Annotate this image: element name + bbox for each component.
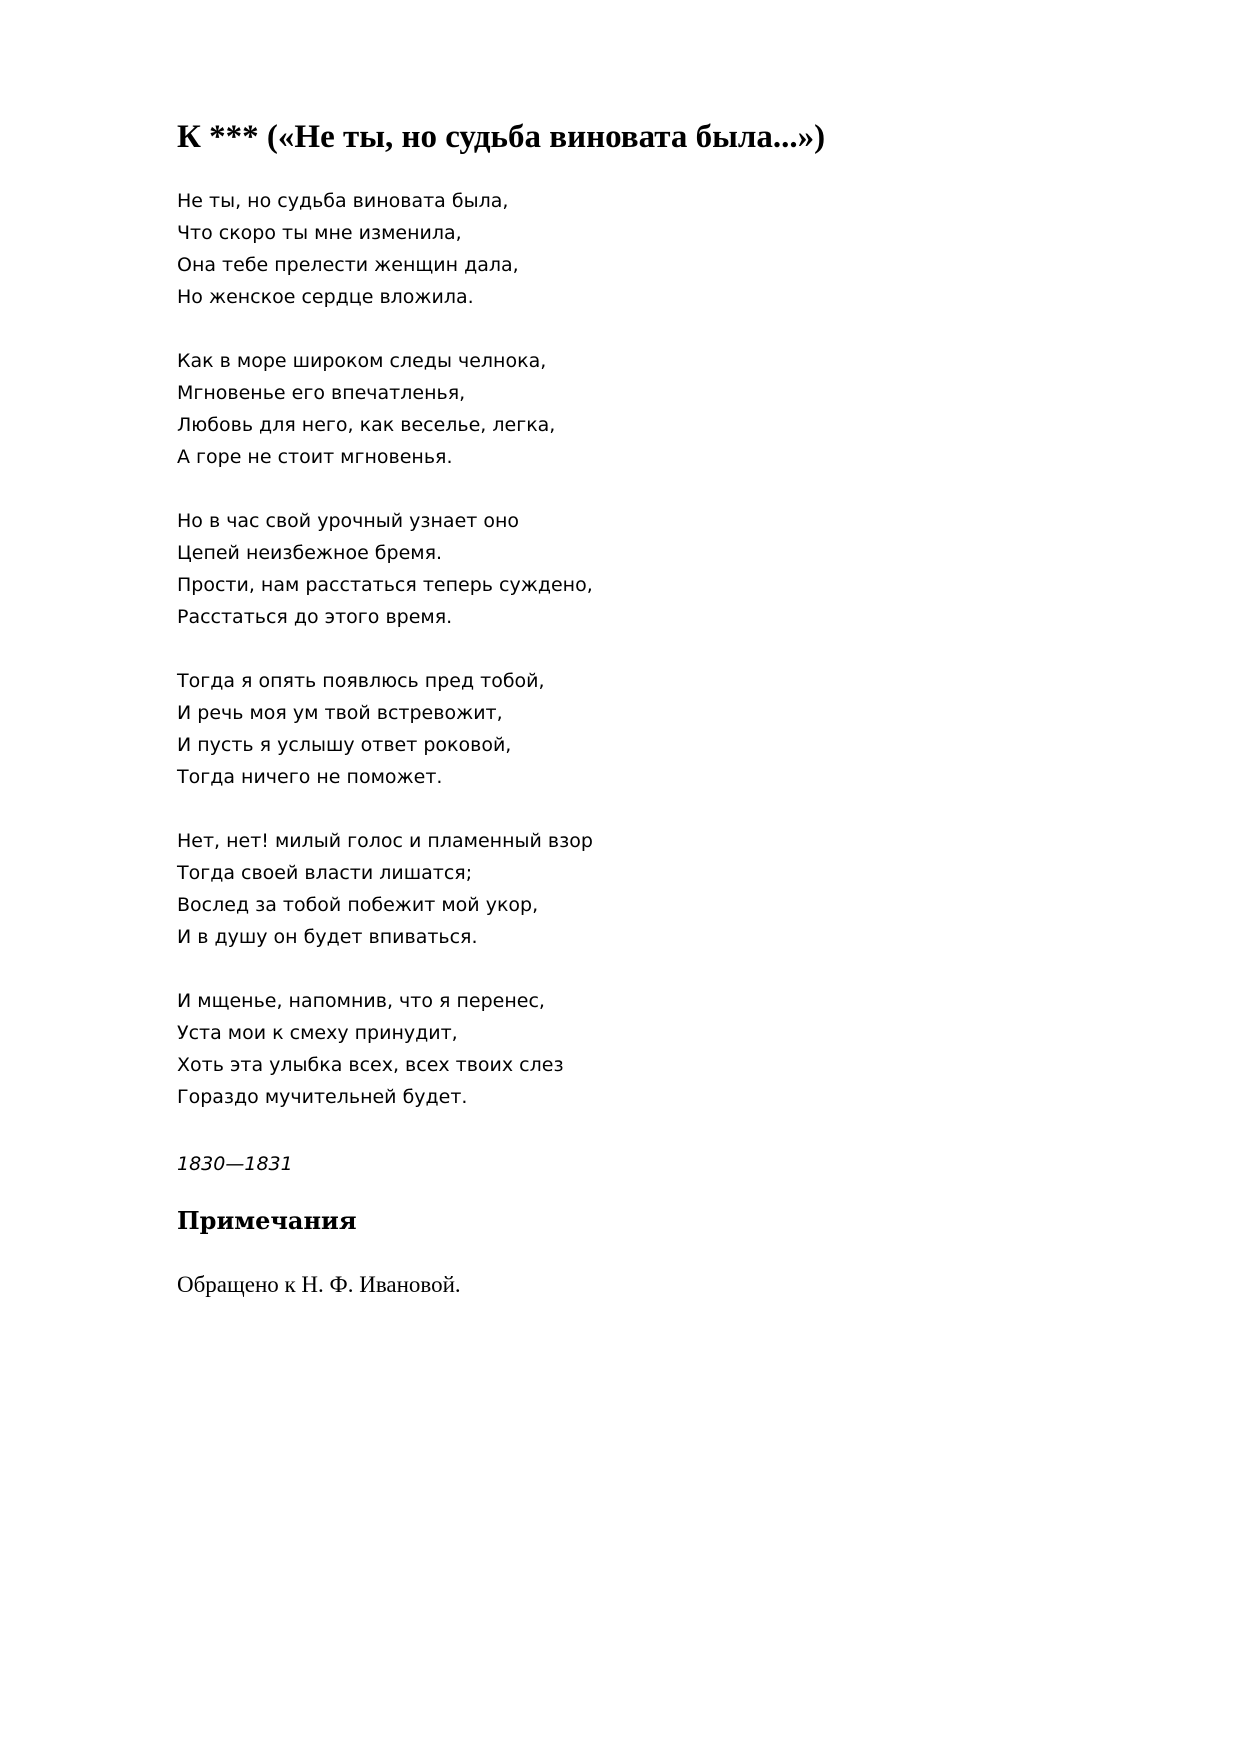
- stanza: [177, 505, 1077, 633]
- poem-line: Вослед за тобой побежит мой укор,: [177, 894, 539, 916]
- poem-line: Тогда своей власти лишатся;: [177, 862, 473, 884]
- poem-line: Она тебе прелести женщин дала,: [177, 254, 519, 276]
- stanza: [177, 825, 1077, 953]
- poem-date: 1830—1831: [177, 1153, 293, 1175]
- poem-line: Любовь для него, как веселье, легка,: [177, 414, 556, 436]
- stanza: [177, 665, 1077, 793]
- poem-title: К *** («Не ты, но судьба виновата была...»): [177, 119, 826, 155]
- poem-line: Что скоро ты мне изменила,: [177, 222, 462, 244]
- poem-line: Но женское сердце вложила.: [177, 286, 474, 308]
- poem-line: Мгновенье его впечатленья,: [177, 382, 466, 404]
- poem-line: Тогда ничего не поможет.: [177, 766, 443, 788]
- poem-line: И мщенье, напомнив, что я перенес,: [177, 990, 545, 1012]
- poem-line: А горе не стоит мгновенья.: [177, 446, 453, 468]
- poem-line: И в душу он будет впиваться.: [177, 926, 478, 948]
- poem-line: Как в море широком следы челнока,: [177, 350, 547, 372]
- poem-line: Не ты, но судьба виновата была,: [177, 190, 509, 212]
- notes-heading: Примечания: [177, 1206, 357, 1235]
- poem-line: Уста мои к смеху принудит,: [177, 1022, 458, 1044]
- poem-line: И речь моя ум твой встревожит,: [177, 702, 503, 724]
- poem-line: И пусть я услышу ответ роковой,: [177, 734, 512, 756]
- stanza: [177, 985, 1077, 1113]
- poem-line: Хоть эта улыбка всех, всех твоих слез: [177, 1054, 564, 1076]
- poem-line: Нет, нет! милый голос и пламенный взор: [177, 830, 593, 852]
- poem-line: Гораздо мучительней будет.: [177, 1086, 468, 1108]
- poem-line: Прости, нам расстаться теперь суждено,: [177, 574, 593, 596]
- poem-line: Тогда я опять появлюсь пред тобой,: [177, 670, 545, 692]
- poem-line: Но в час свой урочный узнает оно: [177, 510, 520, 532]
- poem-line: Цепей неизбежное бремя.: [177, 542, 443, 564]
- stanza: [177, 345, 1077, 473]
- poem-body: [177, 185, 1077, 1145]
- poem-line: Расстаться до этого время.: [177, 606, 453, 628]
- notes-text: Обращено к Н. Ф. Ивановой.: [177, 1272, 461, 1297]
- stanza: [177, 185, 1077, 313]
